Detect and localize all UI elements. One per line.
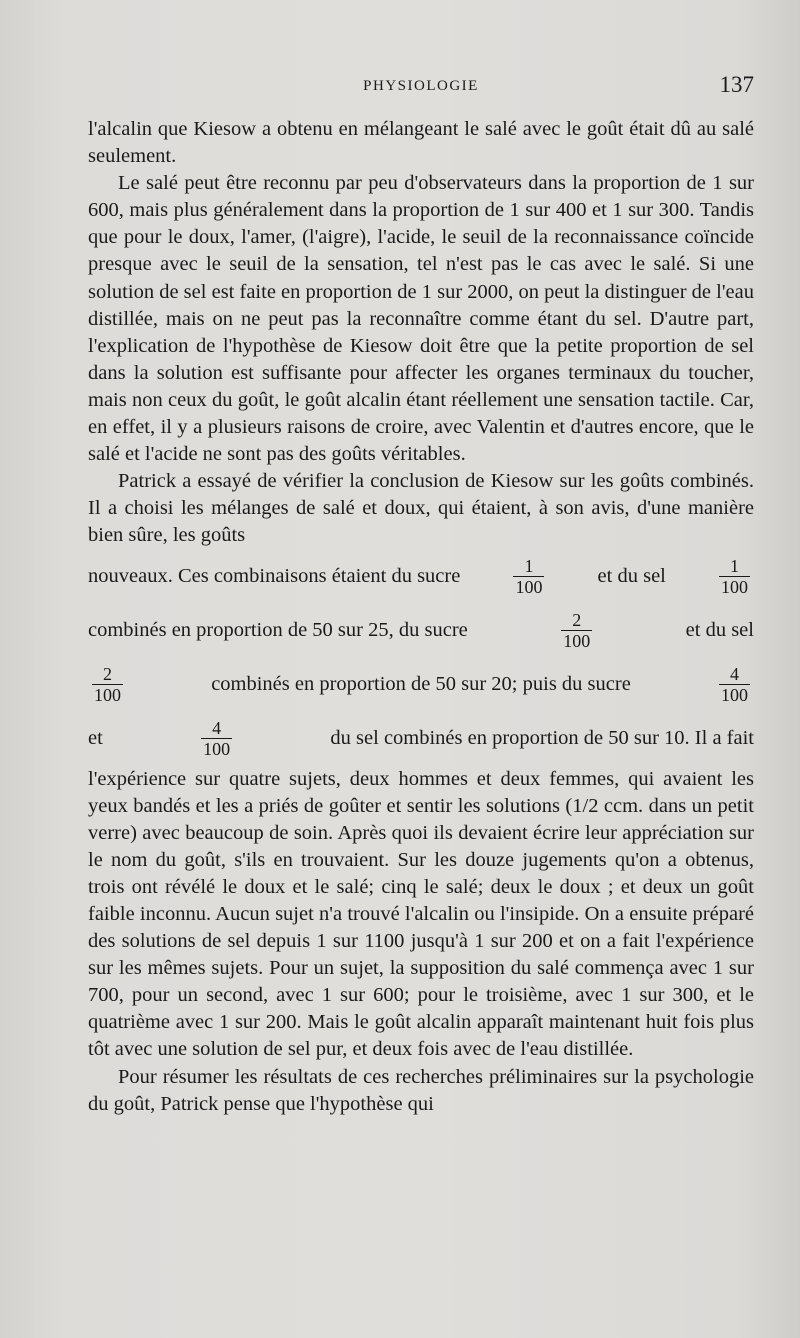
fraction (719, 664, 750, 705)
fraction-denominator: 100 (515, 577, 543, 597)
fraction-line-text: et du sel (597, 564, 666, 587)
fraction-numerator: 4 (212, 718, 222, 738)
body-text (88, 116, 754, 1118)
fraction-line-text: combinés en proportion de 50 sur 25, du sucre (88, 618, 468, 641)
fraction (513, 556, 544, 597)
fraction-numerator: 2 (572, 610, 582, 630)
paragraph-4: Pour résumer les résultats de ces recherches préliminaires sur la psychologie du goût, Patrick pense que l'hypothèse qui (88, 1065, 754, 1115)
fraction-line-text: et (88, 726, 103, 749)
fraction-line-4 (88, 712, 754, 766)
paragraph-3-intro: Patrick a essayé de vérifier la conclusion de Kiesow sur les goûts combinés. Il a choisi les mélanges de salé et doux, qui étaient, à son avis, d'une manière bien sûre, les goûts (88, 470, 754, 547)
fraction-numerator: 2 (103, 664, 112, 684)
fraction-denominator: 100 (94, 685, 121, 705)
fraction (92, 664, 123, 705)
paragraph-1: l'alcalin que Kiesow a obtenu en mélangeant le salé avec le goût était dû au salé seulement. (88, 118, 754, 168)
fraction (719, 556, 750, 597)
paragraph-2: Le salé peut être reconnu par peu d'observateurs dans la proportion de 1 sur 600, mais plus généralement dans la proportion de 1 sur 400 et 1 sur 300. Tandis que pour le doux, l'amer, (l'aigre), l'acide, le seuil de la reconnaissance coïncide presque avec le seuil de la sensation, tel n'est pas le cas avec le salé. Si une solution de sel est faite en proportion de 1 sur 2000, on peut la distinguer de l'eau distillée, mais on ne peut pas la reconnaître comme étant du sel. D'autre part, l'explication de l'hypothèse de Kiesow doit être que la petite proportion de sel dans la solution est suffisante pour affecter les organes terminaux du toucher, mais non ceux du goût, le goût alcalin étant réellement une sensation tactile. Car, en effet, il y a plusieurs raisons de croire, avec Valentin et d'autres encore, que le salé et l'acide ne sont pas des goûts véritables. (88, 172, 754, 466)
fraction-line-1 (88, 550, 754, 604)
fraction-denominator: 100 (203, 739, 231, 759)
fraction-line-text: combinés en proportion de 50 sur 20; puis du sucre (211, 672, 631, 695)
paragraph-3-continued: l'expérience sur quatre sujets, deux hommes et deux femmes, qui avaient les yeux bandés et les a priés de goûter et sentir les solutions (1/2 ccm. dans un petit verre) avec beaucoup de soin. Après quoi ils devaient écrire leur appréciation sur le nom du goût, s'ils en trouvaient. Sur les douze jugements qu'on a obtenus, trois ont révélé le doux et le salé; cinq le salé; deux le doux ; et deux un goût faible inconnu. Aucun sujet n'a trouvé l'alcalin ou l'insipide. On a ensuite préparé des solutions de sel depuis 1 sur 1100 jusqu'à 1 sur 200 et on a fait l'expérience sur les mêmes sujets. Pour un sujet, la supposition du salé commença avec 1 sur 700, pour un second, avec 1 sur 600; pour le troisième, avec 1 sur 300, et le quatrième avec 1 sur 200. Mais le goût alcalin apparaît maintenant huit fois plus tôt avec une solution de sel pur, et deux fois avec de l'eau distillée. (88, 767, 754, 1061)
fraction (201, 718, 232, 759)
fraction-line-text: du sel combinés en proportion de 50 sur 10. Il a fait (330, 726, 754, 749)
fraction-numerator: 4 (729, 664, 739, 684)
fraction-line-2 (88, 604, 754, 658)
fraction-line-3 (88, 658, 754, 712)
fraction-line-text: nouveaux. Ces combinaisons étaient du sucre (88, 564, 461, 587)
fraction-numerator: 1 (524, 556, 534, 576)
page-header (88, 70, 754, 106)
fraction-numerator: 1 (729, 556, 739, 576)
fraction-denominator: 100 (720, 685, 748, 705)
fraction-denominator: 100 (563, 631, 591, 651)
page-number: 137 (719, 72, 754, 97)
fraction-denominator: 100 (720, 577, 748, 597)
fraction-line-text: et du sel (685, 618, 754, 641)
fraction (561, 610, 592, 651)
running-title: PHYSIOLOGIE (363, 78, 479, 94)
